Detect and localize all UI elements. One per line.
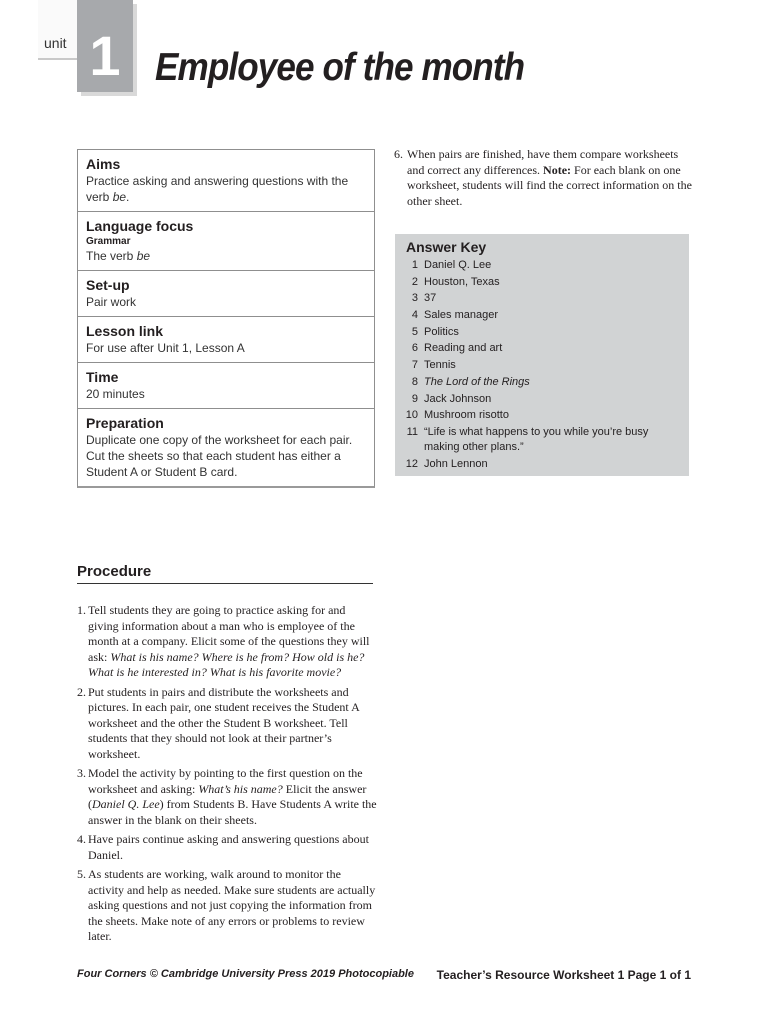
answer-number: 3 — [411, 292, 418, 305]
footer-page-info: Teacher’s Resource Worksheet 1 Page 1 of 1 — [436, 968, 691, 982]
aims-text-part: Practice asking and answering questions with the verb — [86, 174, 349, 204]
language-focus-text-em: be — [136, 249, 151, 263]
procedure-step-2 — [77, 685, 377, 763]
language-focus-heading: Language focus — [86, 218, 194, 234]
answer-text: Tennis — [424, 359, 456, 372]
step-text — [407, 147, 694, 209]
page-title: Employee of the month — [155, 46, 525, 89]
setup-heading: Set-up — [86, 277, 130, 293]
step-6-text-b: For each blank on one worksheet, students will find the correct information on the other sheet. — [407, 162, 692, 208]
step-3-text-c: ) from Students B. Have Students A write the answer in the blank on their sheets. — [88, 797, 377, 827]
answer-number: 10 — [405, 409, 418, 422]
answer-text: Daniel Q. Lee — [424, 259, 492, 271]
time-text: 20 minutes — [86, 387, 145, 401]
setup-text: Pair work — [86, 295, 137, 309]
answer-number: 6 — [411, 342, 418, 355]
procedure-step-3 — [77, 766, 377, 828]
answer-number: 9 — [411, 392, 418, 405]
language-focus-text — [86, 248, 366, 264]
unit-label: unit — [44, 35, 67, 51]
step-1-text: Tell students they are going to practice asking for and giving information about a man who is employee of the month at a company. Elicit some of the questions they will ask: — [88, 603, 370, 664]
footer-copyright: Four Corners © Cambridge University Press 2019 Photocopiable — [77, 968, 414, 980]
grammar-subheading: Grammar — [86, 236, 131, 247]
language-focus-section — [78, 212, 374, 271]
answer-text: John Lennon — [424, 457, 488, 470]
unit-number-block — [77, 0, 133, 92]
aims-text — [86, 173, 366, 205]
step-text — [88, 766, 377, 828]
procedure-step-6 — [394, 147, 694, 209]
step-number: 5. — [77, 867, 86, 881]
answer-number: 7 — [411, 359, 418, 372]
step-number: 1. — [77, 603, 86, 617]
answer-text: Jack Johnson — [424, 392, 492, 405]
step-number: 4. — [77, 832, 86, 846]
answer-item — [403, 258, 683, 273]
answer-text: The Lord of the Rings — [424, 375, 530, 388]
answer-key-list — [403, 258, 683, 473]
answer-text: 37 — [424, 292, 437, 305]
lesson-link-section — [78, 317, 374, 363]
step-number: 2. — [77, 684, 86, 699]
answer-text: “Life is what happens to you while you’re busy making other plans.” — [424, 425, 649, 453]
step-text — [88, 603, 377, 681]
step-3-text-b: Elicit the answer ( — [88, 781, 367, 811]
procedure-heading: Procedure — [77, 563, 373, 584]
setup-section — [78, 271, 374, 317]
answer-text: Reading and art — [424, 342, 503, 355]
answer-number: 1 — [411, 259, 418, 271]
step-3-text-a: Model the activity by pointing to the first question on the worksheet and asking: — [88, 766, 363, 796]
lesson-link-heading: Lesson link — [86, 323, 164, 339]
answer-number: 8 — [411, 375, 418, 388]
step-1-example-questions: What is his name? Where is he from? How old is he? What is he interested in? What is his favorite movie? — [88, 649, 365, 679]
answer-item — [403, 341, 683, 356]
time-section — [78, 363, 374, 409]
step-3-answer: Daniel Q. Lee — [92, 797, 160, 811]
answer-key-title: Answer Key — [406, 239, 487, 255]
answer-number: 5 — [411, 325, 418, 338]
answer-item — [403, 308, 683, 323]
answer-item — [403, 457, 683, 472]
procedure-step-4 — [77, 832, 377, 863]
answer-number: 12 — [405, 457, 418, 470]
step-3-question: What’s his name? — [198, 781, 283, 796]
answer-text: Houston, Texas — [424, 275, 500, 288]
aims-section — [78, 150, 374, 212]
answer-item — [403, 291, 683, 306]
answer-item — [403, 375, 683, 390]
answer-item — [403, 325, 683, 340]
procedure-step-5 — [77, 867, 377, 945]
aims-text-em: be — [112, 190, 127, 204]
step-6-text-a: When pairs are finished, have them compare worksheets and correct any differences. — [407, 147, 679, 177]
preparation-section — [78, 409, 374, 486]
step-number: 3. — [77, 766, 86, 780]
lesson-info-box — [77, 149, 375, 488]
preparation-heading: Preparation — [86, 415, 164, 431]
answer-item — [403, 425, 683, 455]
step-text: As students are working, walk around to monitor the activity and help as needed. Make sure students are actually asking questions and not just copying the information from the sheets. Make note of any errors or problems to review later. — [88, 867, 376, 943]
procedure-step-1 — [77, 603, 377, 681]
answer-number: 4 — [411, 309, 418, 322]
step-text: Put students in pairs and distribute the worksheets and pictures. In each pair, one student receives the Student A worksheet and the other the Student B worksheet. Tell students that they should not look at their partner’s worksheet. — [88, 684, 360, 761]
procedure-list — [77, 603, 377, 949]
answer-item — [403, 275, 683, 290]
answer-item — [403, 358, 683, 373]
answer-text: Sales manager — [424, 309, 498, 322]
answer-number: 2 — [411, 275, 418, 288]
unit-number: 1 — [89, 24, 121, 87]
answer-item — [403, 408, 683, 423]
aims-text-end: . — [126, 190, 130, 204]
language-focus-text-part: The verb — [86, 249, 137, 263]
step-6-note-label: Note: — [543, 162, 572, 177]
preparation-text: Duplicate one copy of the worksheet for each pair. Cut the sheets so that each student has either a Student A or Student B card. — [86, 433, 353, 479]
step-number: 6. — [394, 147, 403, 161]
answer-key-box — [395, 234, 689, 476]
answer-item — [403, 392, 683, 407]
lesson-link-text: For use after Unit 1, Lesson A — [86, 341, 245, 355]
aims-heading: Aims — [86, 156, 121, 172]
unit-tab — [38, 0, 79, 60]
step-text: Have pairs continue asking and answering questions about Daniel. — [88, 832, 369, 862]
answer-text: Mushroom risotto — [424, 409, 509, 422]
answer-text: Politics — [424, 325, 459, 338]
time-heading: Time — [86, 369, 119, 385]
answer-number: 11 — [406, 425, 418, 438]
